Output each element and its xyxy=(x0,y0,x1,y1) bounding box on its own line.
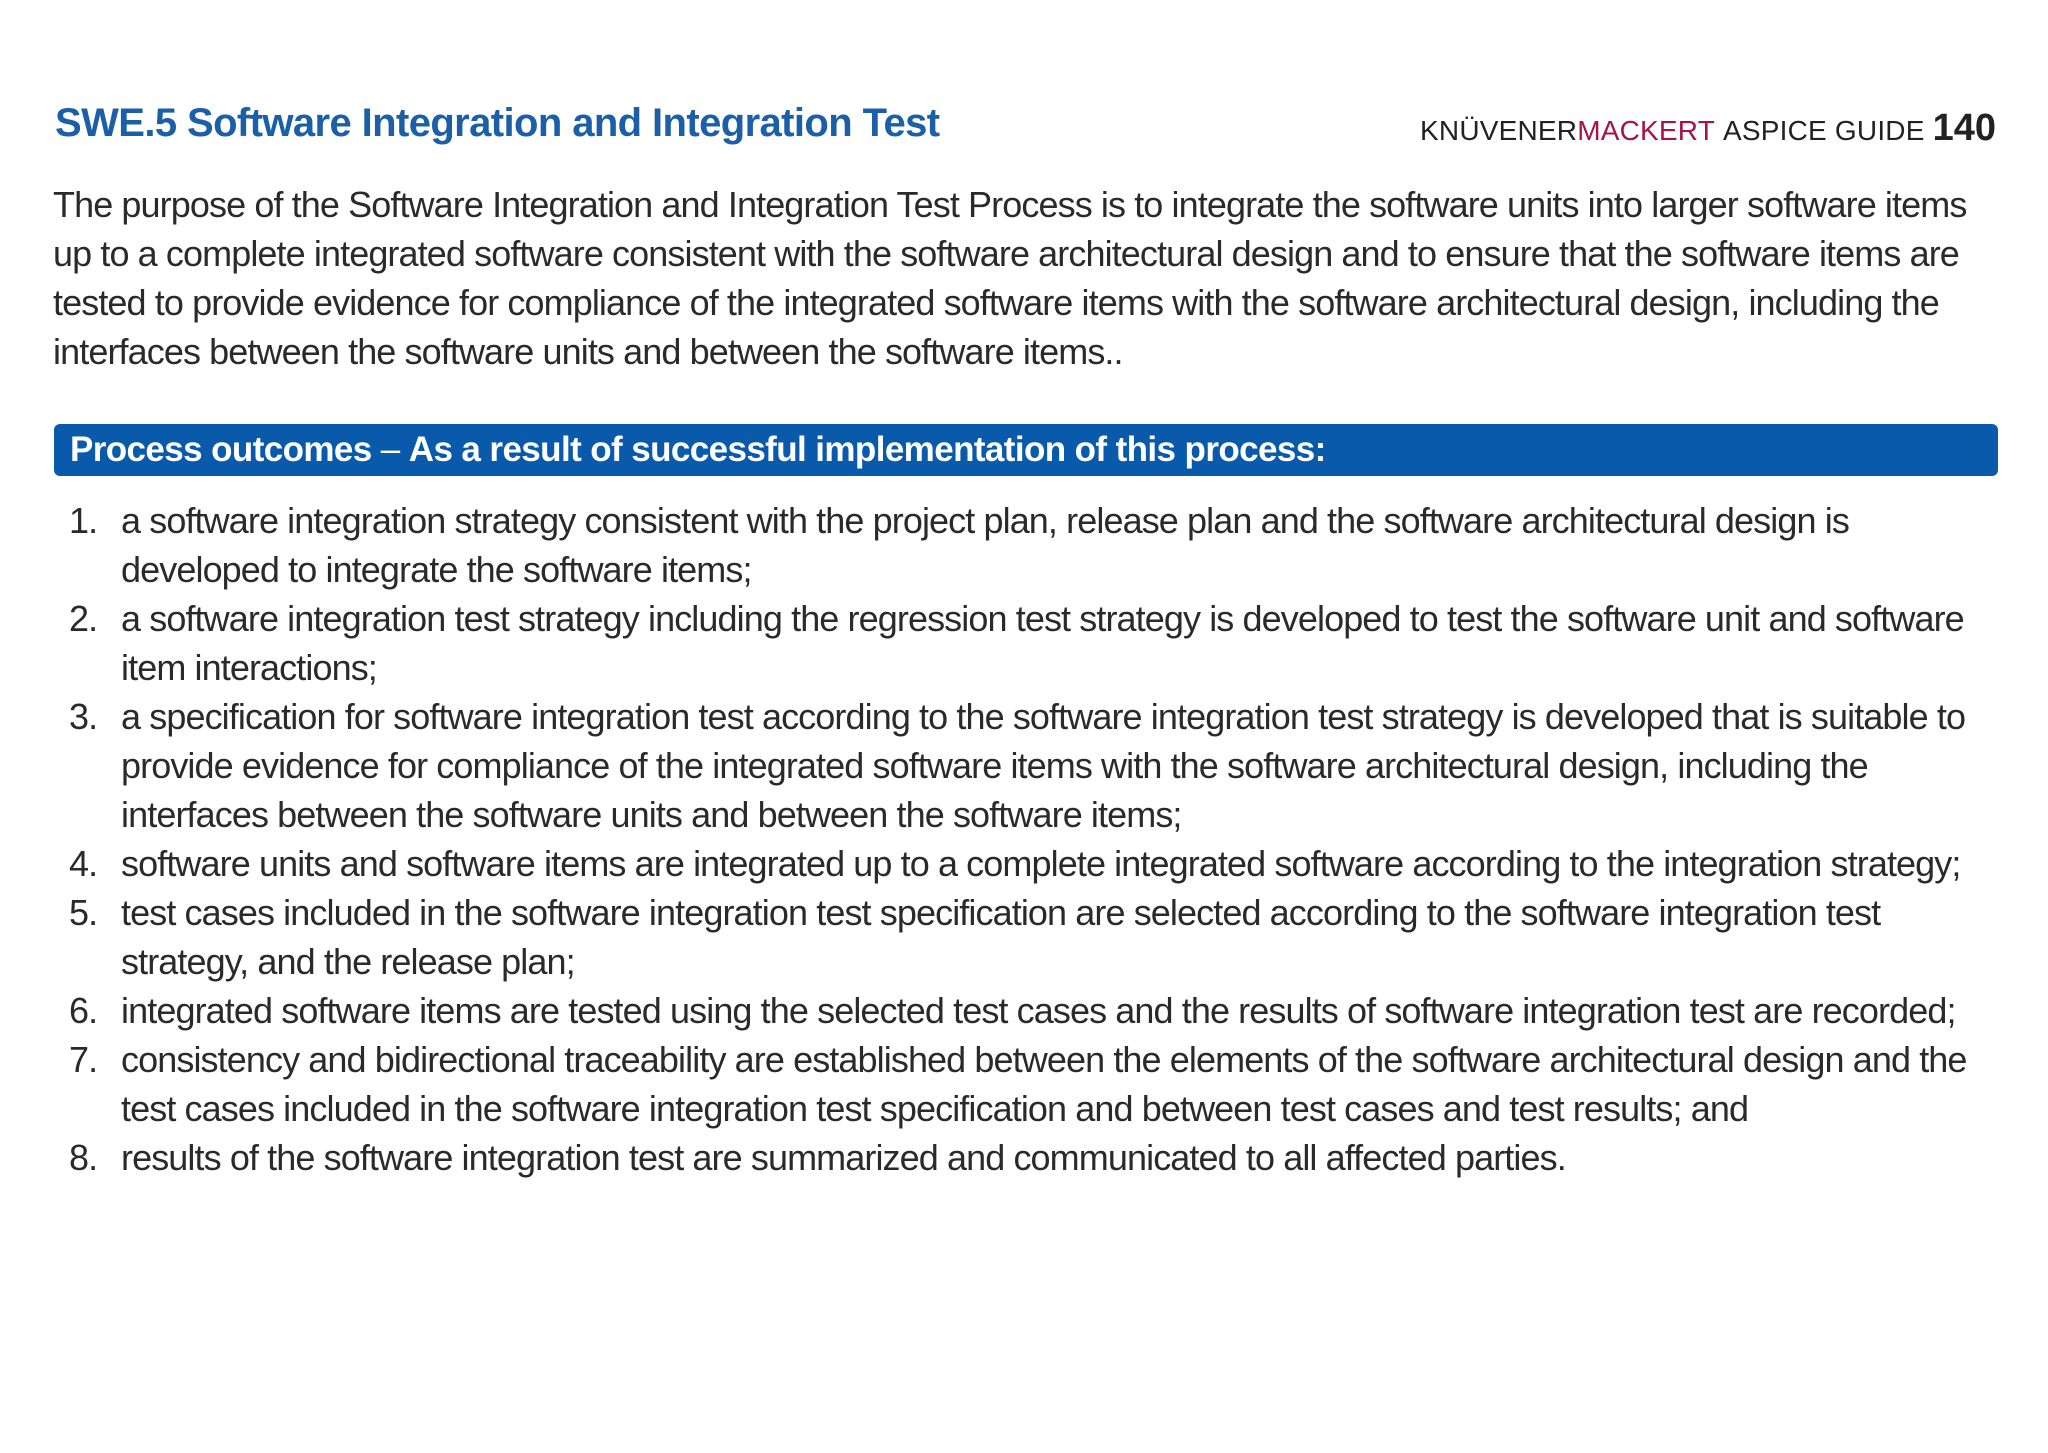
outcomes-list xyxy=(60,496,1990,1182)
brand-name-mackert: MACKERT xyxy=(1577,115,1716,146)
page-number: 140 xyxy=(1932,107,1996,149)
outcome-item xyxy=(60,496,1990,594)
outcome-item xyxy=(60,986,1990,1035)
outcome-number: 8. xyxy=(69,1137,98,1178)
outcome-text: integrated software items are tested using the selected test cases and the results of software integration test are recorded; xyxy=(121,990,1956,1031)
page-title: SWE.5 Software Integration and Integration Test xyxy=(55,101,940,145)
outcome-item xyxy=(60,1133,1990,1182)
brand-name-knuevener: KNÜVENER xyxy=(1420,115,1578,146)
outcome-number: 3. xyxy=(69,696,98,737)
outcome-text: a software integration test strategy including the regression test strategy is developed to test the software unit and software item interactions; xyxy=(121,598,1964,688)
outcome-item xyxy=(60,1035,1990,1133)
outcome-text: a software integration strategy consistent with the project plan, release plan and the software architectural design is developed to integrate the software items; xyxy=(121,500,1849,590)
outcome-item xyxy=(60,594,1990,692)
outcomes-banner xyxy=(54,424,1998,476)
brand-header xyxy=(1420,107,1996,150)
outcome-number: 2. xyxy=(69,598,98,639)
outcome-text: a specification for software integration test according to the software integration test strategy is developed that is suitable to provide evidence for compliance of the integrated software items with the software architectural design, including the interfaces between the software units and between the software items; xyxy=(121,696,1966,835)
outcome-text: test cases included in the software integration test specification are selected according to the software integration test strategy, and the release plan; xyxy=(121,892,1881,982)
outcomes-banner-text: As a result of successful implementation of this process: xyxy=(408,430,1326,469)
outcome-number: 7. xyxy=(69,1039,98,1080)
outcome-number: 1. xyxy=(69,500,98,541)
outcomes-banner-dash: – xyxy=(371,430,409,469)
purpose-paragraph: The purpose of the Software Integration and Integration Test Process is to integrate the software units into larger software items up to a complete integrated software consistent with the software architectural design and to ensure that the software items are tested to provide evidence for compliance of the integrated software items with the software architectural design, including the interfaces between the software units and between the software items.. xyxy=(53,184,1967,372)
outcome-item xyxy=(60,888,1990,986)
outcome-text: consistency and bidirectional traceability are established between the elements of the software architectural design and the test cases included in the software integration test specification and between test cases and test results; and xyxy=(121,1039,1967,1129)
outcome-text: results of the software integration test are summarized and communicated to all affected parties. xyxy=(121,1137,1566,1178)
outcome-number: 6. xyxy=(69,990,98,1031)
outcomes-banner-label: Process outcomes xyxy=(70,430,372,469)
outcome-number: 5. xyxy=(69,892,98,933)
outcome-text: software units and software items are integrated up to a complete integrated software according to the integration strategy; xyxy=(121,843,1961,884)
brand-guide-label: ASPICE GUIDE xyxy=(1723,115,1925,146)
outcome-number: 4. xyxy=(69,843,98,884)
outcome-item xyxy=(60,839,1990,888)
outcome-item xyxy=(60,692,1990,839)
